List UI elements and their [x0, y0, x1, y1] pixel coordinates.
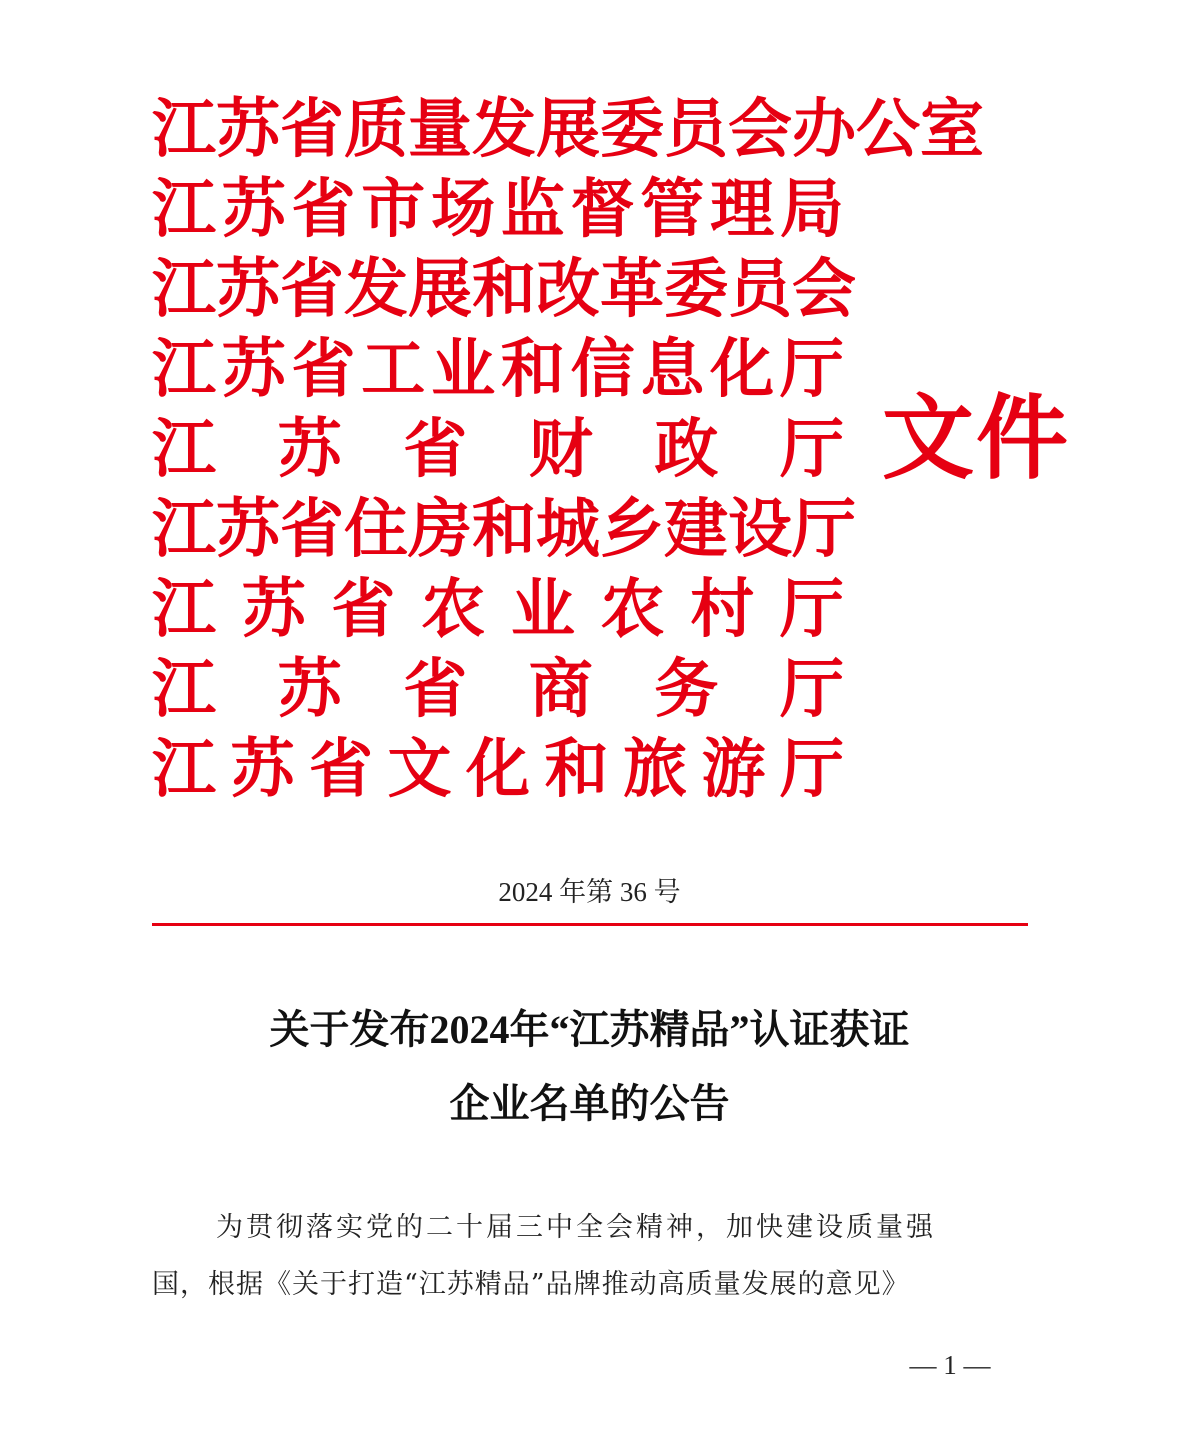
issuer-char: 江	[152, 92, 216, 167]
issuer-char: 厅	[779, 412, 844, 487]
issuer-char: 革	[600, 252, 664, 327]
issuer-char: 江	[152, 332, 216, 407]
issuer-char: 和	[472, 252, 536, 327]
issuer-char: 苏	[221, 172, 286, 247]
issuer-row	[152, 90, 984, 170]
issuer-char: 苏	[216, 492, 280, 567]
issuer-char: 和	[472, 492, 536, 567]
document-title-line-2: 企业名单的公告	[449, 1081, 730, 1126]
document-number: 2024 年第 36 号	[498, 877, 681, 907]
issuer-char: 化	[710, 332, 775, 407]
issuer-char: 厅	[779, 652, 844, 727]
issuer-char: 室	[920, 92, 984, 167]
issuer-char: 业	[510, 572, 575, 647]
issuer-char: 监	[500, 172, 565, 247]
issuer-char: 理	[710, 172, 775, 247]
issuer-char: 苏	[241, 572, 306, 647]
issuer-row	[152, 650, 844, 730]
issuer-char: 息	[640, 332, 705, 407]
issuer-char: 建	[664, 492, 728, 567]
document-suffix: 文件	[882, 384, 1071, 492]
issuer-char: 江	[152, 572, 216, 647]
document-title-line-1: 关于发布2024年“江苏精品”认证获证	[269, 1007, 910, 1052]
issuer-char: 委	[600, 92, 664, 167]
issuer-char: 市	[361, 172, 426, 247]
body-paragraph-line-1: 为贯彻落实党的二十届三中全会精神，加快建设质量强	[216, 1212, 936, 1243]
issuer-char: 省	[403, 412, 468, 487]
issuer-char: 江	[152, 732, 216, 807]
issuer-char: 发	[472, 92, 536, 167]
issuer-row	[152, 570, 844, 650]
issuer-char: 江	[152, 492, 216, 567]
issuer-char: 量	[408, 92, 472, 167]
issuer-char: 省	[280, 92, 344, 167]
issuer-row	[152, 490, 856, 570]
issuer-char: 江	[152, 652, 216, 727]
issuer-row	[152, 250, 856, 330]
issuer-char: 办	[792, 92, 856, 167]
issuer-char: 文	[387, 732, 452, 807]
issuer-char: 苏	[230, 732, 295, 807]
issuer-char: 业	[431, 332, 496, 407]
issuer-char: 委	[664, 252, 728, 327]
issuer-char: 省	[291, 172, 356, 247]
issuer-row	[152, 730, 844, 810]
issuer-char: 员	[664, 92, 728, 167]
issuer-char: 江	[152, 172, 216, 247]
issuer-char: 和	[544, 732, 609, 807]
issuer-char: 江	[152, 252, 216, 327]
issuer-char: 省	[280, 492, 344, 567]
issuer-char: 员	[728, 252, 792, 327]
issuer-char: 房	[408, 492, 472, 567]
issuer-char: 和	[500, 332, 565, 407]
body-paragraph-line-2: 国，根据《关于打造“江苏精品”品牌推动高质量发展的意见》	[152, 1269, 910, 1300]
issuer-char: 省	[331, 572, 396, 647]
issuer-char: 展	[408, 252, 472, 327]
issuer-char: 工	[361, 332, 426, 407]
issuer-char: 厅	[780, 732, 844, 807]
issuer-row	[152, 330, 844, 410]
issuer-char: 苏	[221, 332, 286, 407]
issuer-char: 苏	[277, 652, 342, 727]
issuer-char: 局	[779, 172, 844, 247]
issuer-row	[152, 170, 844, 250]
issuer-char: 场	[431, 172, 496, 247]
issuer-char: 厅	[792, 492, 856, 567]
issuer-char: 公	[856, 92, 920, 167]
issuer-char: 商	[528, 652, 593, 727]
issuer-char: 省	[280, 252, 344, 327]
issuer-char: 改	[536, 252, 600, 327]
page-number: — 1 —	[909, 1350, 991, 1380]
issuer-char: 督	[570, 172, 635, 247]
issuer-char: 会	[792, 252, 856, 327]
issuer-char: 质	[344, 92, 408, 167]
issuer-char: 省	[309, 732, 373, 807]
issuer-char: 苏	[216, 252, 280, 327]
issuer-char: 厅	[779, 332, 844, 407]
issuer-char: 江	[152, 412, 216, 487]
issuer-char: 农	[600, 572, 665, 647]
issuer-char: 财	[528, 412, 593, 487]
issuer-char: 管	[640, 172, 705, 247]
issuer-char: 发	[344, 252, 408, 327]
issuer-char: 化	[466, 732, 530, 807]
issuer-char: 住	[344, 492, 408, 567]
issuer-char: 务	[654, 652, 719, 727]
issuer-char: 城	[536, 492, 600, 567]
issuer-char: 省	[403, 652, 468, 727]
issuer-char: 省	[291, 332, 356, 407]
issuer-char: 展	[536, 92, 600, 167]
red-divider-line	[152, 923, 1028, 926]
issuer-char: 旅	[623, 732, 687, 807]
issuer-char: 厅	[779, 572, 844, 647]
issuer-char: 设	[728, 492, 792, 567]
issuer-char: 会	[728, 92, 792, 167]
issuer-char: 苏	[216, 92, 280, 167]
issuer-char: 信	[570, 332, 635, 407]
issuer-row	[152, 410, 844, 490]
issuer-char: 游	[701, 732, 766, 807]
issuer-char: 村	[690, 572, 755, 647]
issuer-char: 乡	[600, 492, 664, 567]
issuer-char: 苏	[277, 412, 342, 487]
issuer-char: 政	[654, 412, 719, 487]
issuer-char: 农	[421, 572, 486, 647]
